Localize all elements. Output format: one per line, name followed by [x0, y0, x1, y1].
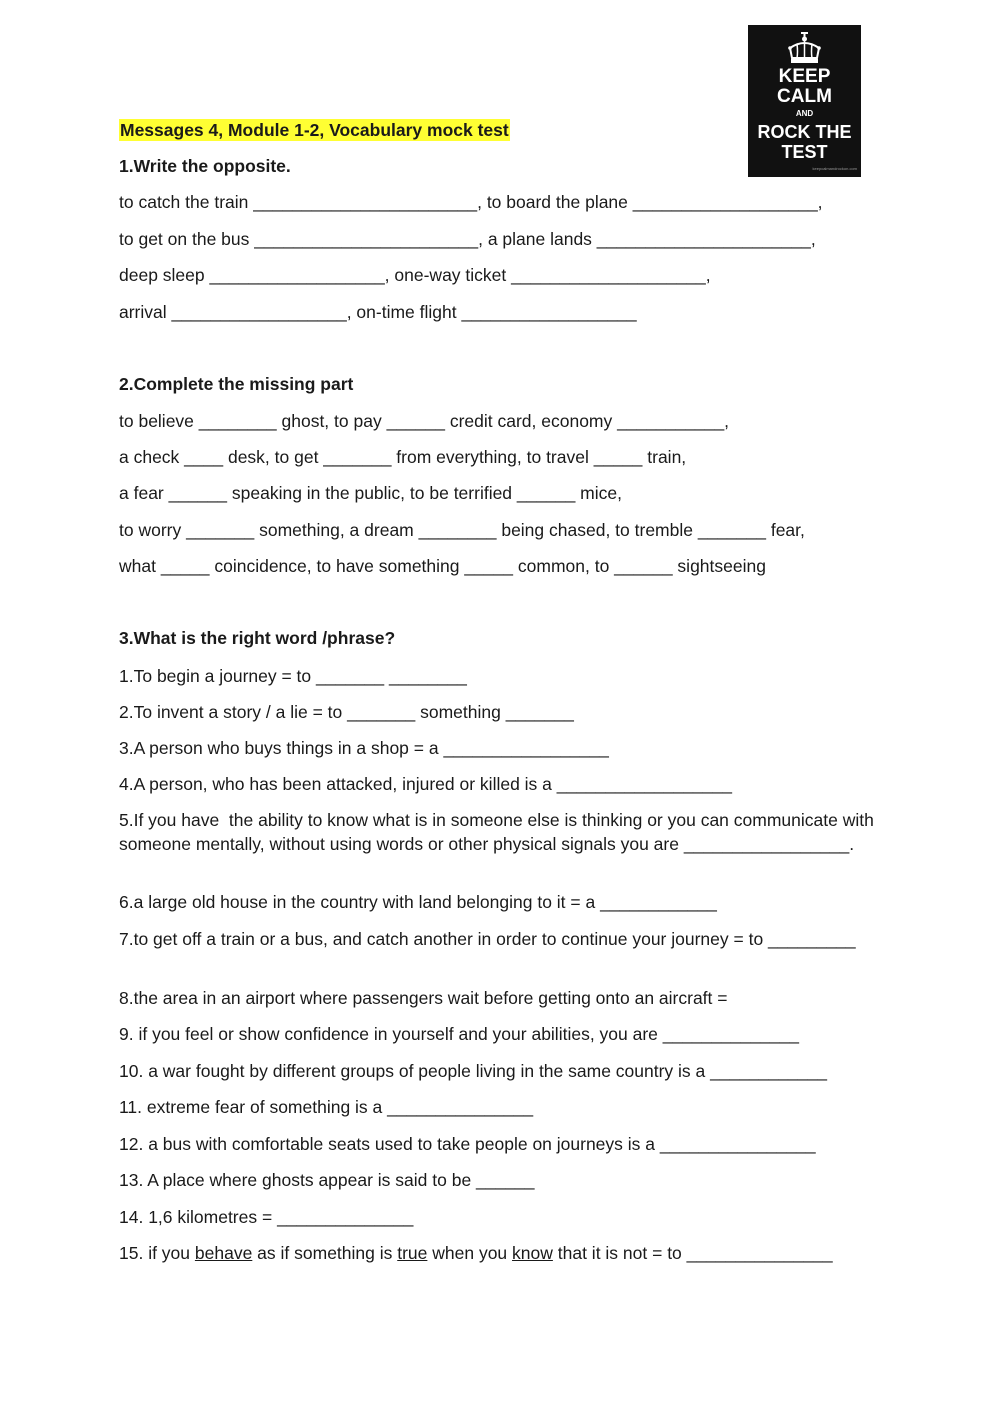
poster-footer: keepcalmandrockon.com [812, 166, 857, 171]
underlined-word-behave: behave [194, 1243, 253, 1263]
item-15-text: when you [427, 1243, 513, 1263]
poster-line-calm: CALM [777, 86, 832, 107]
section-2-line: a fear ______ speaking in the public, to be terrified ______ mice, [119, 483, 622, 503]
poster-line-rock-the: ROCK THE [757, 122, 852, 142]
poster-line-test: TEST [781, 142, 828, 162]
question-item: 9. if you feel or show confidence in yourself and your abilities, you are ______________ [119, 1024, 800, 1044]
underlined-word-know: know [512, 1243, 553, 1263]
question-item: 14. 1,6 kilometres = ______________ [119, 1207, 414, 1227]
keep-calm-poster [748, 25, 861, 177]
page-title: Messages 4, Module 1-2, Vocabulary mock test [120, 120, 509, 140]
poster-line-and: AND [795, 109, 814, 118]
question-item: 8.the area in an airport where passengers wait before getting onto an aircraft = [119, 988, 728, 1008]
question-item: 2.To invent a story / a lie = to _______ something _______ [119, 702, 574, 722]
item-15-text: that it is not = to _______________ [552, 1243, 833, 1263]
section-2-line: to believe ________ ghost, to pay ______ credit card, economy ___________, [119, 411, 730, 431]
section-1-heading: 1.Write the opposite. [119, 156, 291, 176]
question-item: 11. extreme fear of something is a _______________ [119, 1097, 534, 1117]
question-item: 1.To begin a journey = to _______ ________ [119, 666, 467, 686]
section-1-line: arrival __________________, on-time flight __________________ [119, 302, 637, 322]
poster-line-keep: KEEP [778, 66, 831, 87]
question-item: 6.a large old house in the country with land belonging to it = a ____________ [119, 892, 717, 912]
section-2-heading: 2.Complete the missing part [119, 374, 354, 394]
question-item: 13. A place where ghosts appear is said to be ______ [119, 1170, 535, 1190]
question-item: 4.A person, who has been attacked, injured or killed is a __________________ [119, 774, 732, 794]
question-item: 3.A person who buys things in a shop = a _________________ [119, 738, 609, 758]
section-1-line: to get on the bus _______________________, a plane lands ______________________, [119, 229, 816, 249]
section-2-line: a check ____ desk, to get _______ from everything, to travel _____ train, [119, 447, 687, 467]
section-1-line: to catch the train _______________________, to board the plane ___________________, [119, 192, 823, 212]
question-item: 10. a war fought by different groups of people living in the same country is a ____________ [119, 1061, 827, 1081]
item-15-text: as if something is [252, 1243, 398, 1263]
underlined-word-true: true [397, 1243, 428, 1263]
section-2-line: what _____ coincidence, to have something _____ common, to ______ sightseeing [119, 556, 766, 576]
question-item-15 [119, 1242, 833, 1264]
section-2-line: to worry _______ something, a dream ________ being chased, to tremble _______ fear, [119, 520, 805, 540]
crown-icon [786, 32, 823, 66]
question-item: 12. a bus with comfortable seats used to take people on journeys is a ________________ [119, 1134, 816, 1154]
section-3-heading: 3.What is the right word /phrase? [119, 628, 396, 648]
question-item: 7.to get off a train or a bus, and catch another in order to continue your journey = to _________ [119, 929, 856, 949]
question-item: 5.If you have the ability to know what is in someone else is thinking or you can communicate with someone mentally, without using words or other physical signals you are _________________. [119, 810, 879, 854]
item-15-text: 15. if you [119, 1243, 195, 1263]
section-1-line: deep sleep __________________, one-way ticket ____________________, [119, 265, 711, 285]
